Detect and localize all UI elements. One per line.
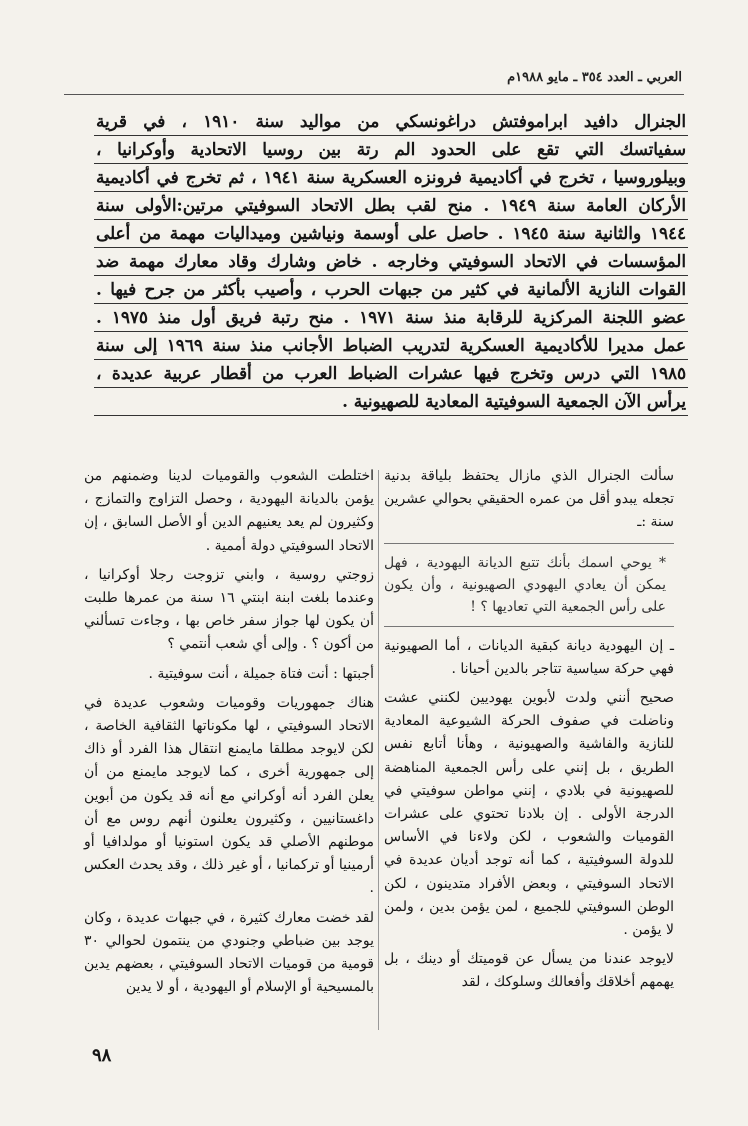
question-rule-bottom [384,626,674,627]
bio-line: ١٩٨٥ التي درس وتخرج فيها عشرات الضباط العرب من أقطار عربية عديدة ، [94,360,688,388]
page-number: ٩٨ [92,1045,112,1066]
answer-paragraph: هناك جمهوريات وقوميات وشعوب عديدة في الاتحاد السوفيتي ، لها مكوناتها الثقافية الخاصة ، لكن لايوجد مطلقا مايمنع انتقال هذا الفرد أو ذاك إلى جمهورية أخرى ، كما لايوجد مايمنع من أن يعلن الفرد أنه أوكراني مع أنه قد يكون من أبوين داغستانيين ، وكثيرون يعلنون أنهم روس مع أن موطنهم الأصلي قد يكون استونيا أو مولدافيا أو أرمينيا أو تركمانيا ، أو غير ذلك ، وقد يحدث العكس . [84,694,374,897]
header-rule [64,94,684,95]
bio-line: عمل مديرا للأكاديمية العسكرية لتدريب الضباط الأجانب منذ سنة ١٩٦٩ إلى سنة [94,332,688,360]
bio-line: القوات النازية الألمانية في كثير من جبهات الحرب ، وأصيب بأكثر من جرح فيها . [94,276,688,304]
bio-line: ١٩٤٤ والثانية سنة ١٩٤٥ . حاصل على أوسمة ونياشين وميداليات مهمة من أعلى [94,220,688,248]
column-divider [378,470,379,1030]
running-header: العربي ـ العدد ٣٥٤ ـ مايو ١٩٨٨م [507,70,682,85]
interview-intro: سألت الجنرال الذي مازال يحتفظ بلياقة بدنية تجعله يبدو أقل من عمره الحقيقي بحوالي عشرين سنة :ـ [384,468,674,531]
bio-line: عضو اللجنة المركزية للرقابة منذ سنة ١٩٧١ . منح رتبة فريق أول منذ ١٩٧٥ . [94,304,688,332]
bio-line: الأركان العامة سنة ١٩٤٩ . منح لقب بطل الاتحاد السوفيتي مرتين:الأولى سنة [94,192,688,220]
answer-paragraph: زوجتي روسية ، وابني تزوجت رجلا أوكرانيا ، وعندما بلغت ابنة ابنتي ١٦ سنة من عمرها طلبت أن يكون لها جواز سفر خاص بها ، وجاءت تسألني من أكون ؟ . وإلى أي شعب أنتمي ؟ [84,566,374,653]
answer-paragraph: لقد خضت معارك كثيرة ، في جبهات عديدة ، وكان يوجد بين ضباطي وجنودي من ينتمون لحوالي ٣٠ قومية من قوميات الاتحاد السوفيتي ، بعضهم يدين بالمسيحية أو الإسلام أو اليهودية ، أو لا يدين [84,909,374,996]
answer-paragraph: اختلطت الشعوب والقوميات لدينا وضمنهم من يؤمن بالديانة اليهودية ، وحصل التزاوج والتمازج ، وكثيرون لم يعد يعنيهم الدين أو الأصل السابق ، إن الاتحاد السوفيتي دولة أممية . [84,468,374,554]
answer-paragraph: ـ إن اليهودية ديانة كبقية الديانات ، أما الصهيونية فهي حركة سياسية تتاجر بالدين أحيانا . [384,637,674,677]
answer-paragraph: لايوجد عندنا من يسأل عن قوميتك أو دينك ، بل يهمهم أخلاقك وأفعالك وسلوكك ، لقد [384,951,674,991]
bio-line: سفياتسك التي تقع على الحدود الم رتة بين روسيا الاتحادية وأوكرانيا ، [94,136,688,164]
bio-box [94,108,688,416]
bio-line: وبيلوروسيا ، تخرج في أكاديمية فرونزه العسكرية سنة ١٩٤١ ، ثم تخرج في أكاديمية [94,164,688,192]
answer-paragraph: أجبتها : أنت فتاة جميلة ، أنت سوفيتية . [148,665,374,682]
bio-line: يرأس الآن الجمعية السوفيتية المعادية للصهيونية . [94,388,688,416]
interview-question: * يوحي اسمك بأنك تتبع الديانة اليهودية ، فهل يمكن أن يعادي اليهودي الصهيونية ، وأن يكون على رأس الجمعية التي تعاديها ؟ ! [384,554,666,615]
bio-line: المؤسسات في الاتحاد السوفيتي وخارجه . خاض وشارك وقاد معارك مهمة ضد [94,248,688,276]
bio-line: الجنرال دافيد ابراموفتش دراغونسكي من مواليد سنة ١٩١٠ ، في قرية [94,108,688,136]
answer-paragraph: صحيح أنني ولدت لأبوين يهوديين لكنني عشت وناضلت في صفوف الحركة الشيوعية المعادية للنازية والفاشية والصهيونية ، وهأنا أتابع نفس الطريق ، بل إنني على رأس الجمعية المناهضة للصهيونية في بلادي ، إنني مواطن سوفيتي في الدرجة الأولى . إن بلادنا تحتوي على عشرات القوميات والشعوب ، لكن ولاءنا في الأساس للدولة السوفيتية ، كما أنه توجد أديان عديدة في الاتحاد السوفيتي ، وبعض الأفراد متدينون ، لكن الوطن السوفيتي للجميع ، لمن يؤمن بدين ، ولمن لا يؤمن . [384,690,674,939]
right-column [384,465,674,1001]
question-rule-top [384,543,674,544]
left-column [84,465,374,1005]
